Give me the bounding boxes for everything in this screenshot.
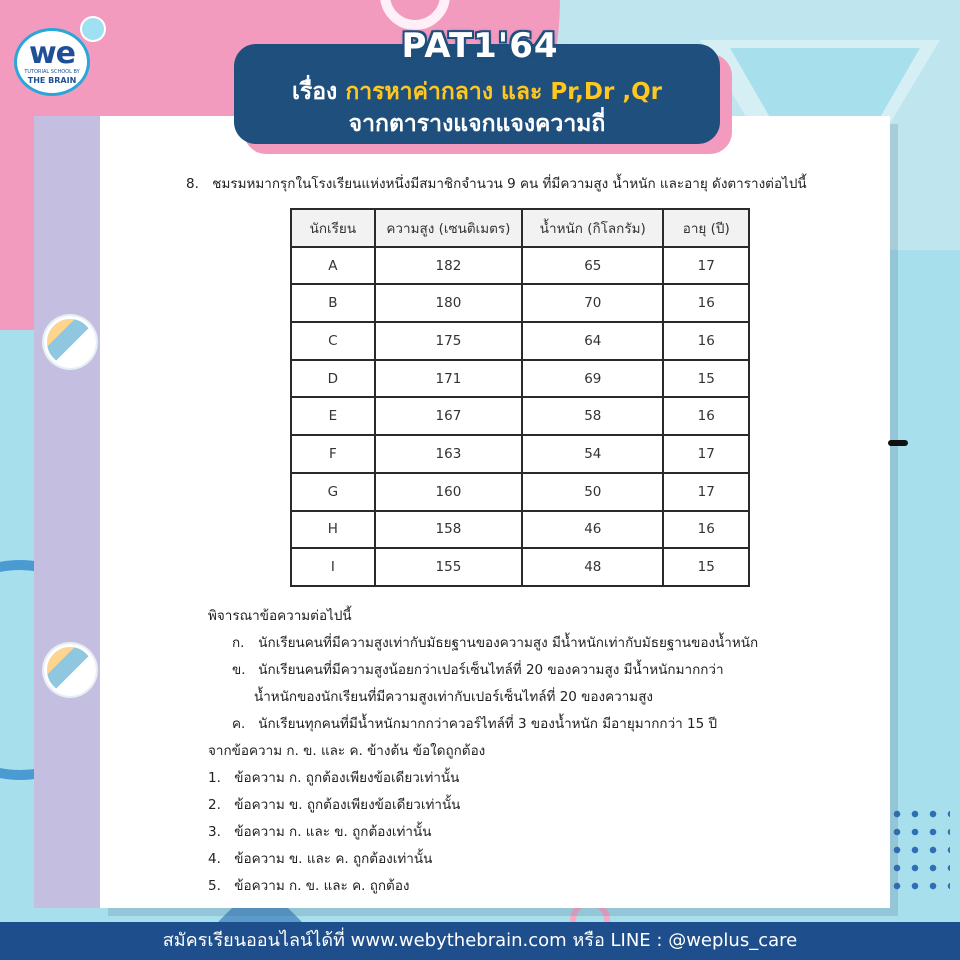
cell-weight: 64 (522, 322, 663, 360)
table-row (291, 247, 749, 285)
header-student: นักเรียน (291, 209, 375, 247)
cell-weight: 54 (522, 435, 663, 473)
cell-student: C (291, 322, 375, 360)
cell-student: E (291, 397, 375, 435)
choice-text: ข้อความ ก. ถูกต้องเพียงข้อเดียวเท่านั้น (234, 770, 460, 786)
cell-age: 15 (663, 548, 749, 586)
choice-number: 5. (208, 878, 221, 894)
cell-age: 16 (663, 284, 749, 322)
cell-age: 16 (663, 322, 749, 360)
cell-weight: 58 (522, 397, 663, 435)
statement-label: ก. (232, 635, 245, 651)
table-header-row (291, 209, 749, 247)
cell-age: 16 (663, 511, 749, 549)
header-height: ความสูง (เซนติเมตร) (375, 209, 522, 247)
logo-mark: we (28, 36, 76, 71)
data-table (290, 208, 750, 587)
binder-strip (34, 116, 104, 908)
table-row (291, 284, 749, 322)
cell-student: G (291, 473, 375, 511)
cell-age: 17 (663, 435, 749, 473)
choice-text: ข้อความ ข. และ ค. ถูกต้องเท่านั้น (234, 851, 433, 867)
cell-weight: 69 (522, 360, 663, 398)
answer-choice[interactable] (208, 765, 868, 792)
logo-tagline: TUTORIAL SCHOOL BY (24, 69, 80, 75)
choice-text: ข้อความ ก. และ ข. ถูกต้องเท่านั้น (234, 824, 432, 840)
statement-text: นักเรียนคนที่มีความสูงเท่ากับมัธยฐานของความสูง มีน้ำหนักเท่ากับมัธยฐานของน้ำหนัก (258, 635, 759, 651)
cell-weight: 50 (522, 473, 663, 511)
table-row (291, 548, 749, 586)
question-text (186, 172, 846, 194)
cell-student: D (291, 360, 375, 398)
cell-age: 15 (663, 360, 749, 398)
binder-ring-icon (44, 316, 96, 368)
cell-age: 17 (663, 247, 749, 285)
header-age: อายุ (ปี) (663, 209, 749, 247)
table-row (291, 397, 749, 435)
cell-student: F (291, 435, 375, 473)
banner-subtitle (292, 76, 662, 108)
choice-number: 4. (208, 851, 221, 867)
cell-weight: 46 (522, 511, 663, 549)
statement-label: ข. (232, 662, 246, 678)
answer-choice[interactable] (208, 873, 868, 900)
statement-item (208, 657, 868, 684)
cell-height: 158 (375, 511, 522, 549)
cell-weight: 65 (522, 247, 663, 285)
statements-intro: พิจารณาข้อความต่อไปนี้ (208, 608, 352, 624)
statement-item (208, 630, 868, 657)
page-title: PAT1'64 (401, 26, 559, 66)
header-weight: น้ำหนัก (กิโลกรัม) (522, 209, 663, 247)
statement-continuation: น้ำหนักของนักเรียนที่มีความสูงเท่ากับเปอร์เซ็นไทล์ที่ 20 ของความสูง (254, 689, 654, 705)
cell-student: I (291, 548, 375, 586)
cell-student: H (291, 511, 375, 549)
choice-number: 2. (208, 797, 221, 813)
question-prompt: จากข้อความ ก. ข. และ ค. ข้างต้น ข้อใดถูกต้อง (208, 743, 486, 759)
subtitle-prefix: เรื่อง (292, 79, 338, 105)
table-row (291, 322, 749, 360)
table-row (291, 360, 749, 398)
cell-height: 175 (375, 322, 522, 360)
question-number: 8. (186, 176, 199, 192)
footer-bar[interactable]: สมัครเรียนออนไลน์ได้ที่ www.webythebrain.com หรือ LINE : @weplus_care (0, 922, 960, 960)
answer-choice[interactable] (208, 846, 868, 873)
cell-student: A (291, 247, 375, 285)
cell-height: 182 (375, 247, 522, 285)
cell-age: 17 (663, 473, 749, 511)
cell-height: 160 (375, 473, 522, 511)
cell-height: 167 (375, 397, 522, 435)
banner-subtitle-line2: จากตารางแจกแจงความถี่ (348, 111, 606, 137)
cell-age: 16 (663, 397, 749, 435)
cell-weight: 48 (522, 548, 663, 586)
statement-text: นักเรียนทุกคนที่มีน้ำหนักมากกว่าควอร์ไทล์ที่ 3 ของน้ำหนัก มีอายุมากกว่า 15 ปี (258, 716, 718, 732)
cell-height: 180 (375, 284, 522, 322)
statements-section (208, 603, 868, 900)
question-body: ชมรมหมากรุกในโรงเรียนแห่งหนึ่งมีสมาชิกจำนวน 9 คน ที่มีความสูง น้ำหนัก และอายุ ดังตารางต่อไปนี้ (212, 176, 807, 192)
cell-height: 163 (375, 435, 522, 473)
subtitle-accent: การหาค่ากลาง และ Pr,Dr ,Qr (345, 79, 662, 105)
cell-height: 155 (375, 548, 522, 586)
cell-height: 171 (375, 360, 522, 398)
answer-choice[interactable] (208, 792, 868, 819)
answer-choice[interactable] (208, 819, 868, 846)
choice-number: 1. (208, 770, 221, 786)
cell-weight: 70 (522, 284, 663, 322)
statement-label: ค. (232, 716, 246, 732)
choice-number: 3. (208, 824, 221, 840)
cell-student: B (291, 284, 375, 322)
table-row (291, 435, 749, 473)
logo-brand: THE BRAIN (27, 76, 77, 85)
binder-ring-icon (44, 644, 96, 696)
statement-item (208, 711, 868, 738)
table-row (291, 511, 749, 549)
page-marker (888, 440, 908, 446)
choice-text: ข้อความ ข. ถูกต้องเพียงข้อเดียวเท่านั้น (234, 797, 461, 813)
statement-text: นักเรียนคนที่มีความสูงน้อยกว่าเปอร์เซ็นไทล์ที่ 20 ของความสูง มีน้ำหนักมากกว่า (258, 662, 724, 678)
table-row (291, 473, 749, 511)
choice-text: ข้อความ ก. ข. และ ค. ถูกต้อง (234, 878, 410, 894)
